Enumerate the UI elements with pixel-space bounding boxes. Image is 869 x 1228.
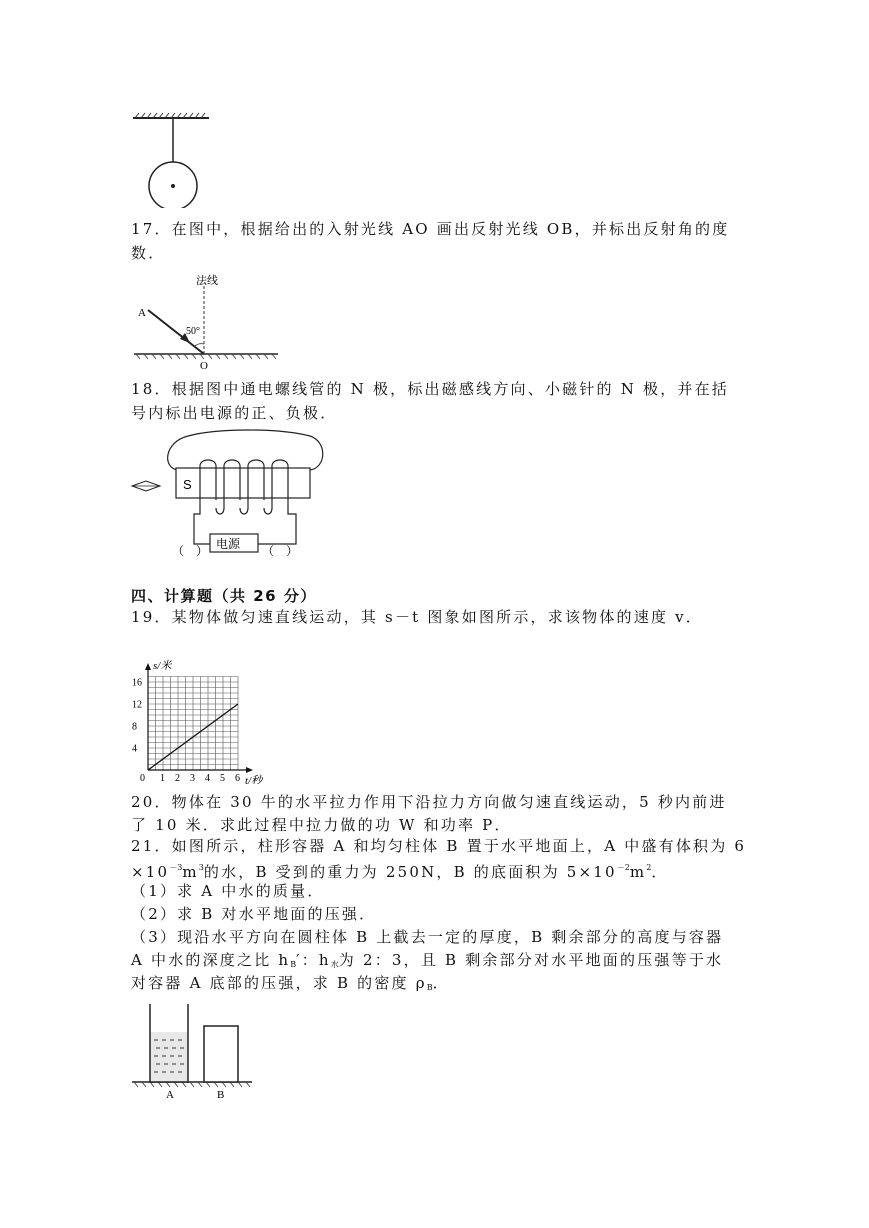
ball-center-dot <box>171 184 175 188</box>
solenoid-figure <box>128 422 328 562</box>
cylinder-b <box>204 1026 238 1082</box>
label-b: B <box>217 1089 225 1101</box>
label-a: A <box>166 1089 174 1101</box>
q21-sub3-line3: 对容器 A 底部的压强，求 B 的密度 $\rho_B$． <box>131 974 450 992</box>
x-axis-label: t/秒 <box>245 775 263 784</box>
q17-line1: 17．在图中，根据给出的入射光线 AO 画出反射光线 OB，并标出反射角的度 <box>131 220 730 238</box>
pendulum-figure <box>125 108 225 208</box>
q21-sub3-line2: A 中水的深度之比 $h_B'$：$h_水$为 2：3，且 B 剩余部分对水平地面的压强等于水 <box>131 951 724 969</box>
q18-line1: 18．根据图中通电螺线管的 N 极，标出磁感线方向、小磁针的 N 极，并在括 <box>131 380 730 398</box>
q21-sub3-line1: （3）现沿水平方向在圆柱体 B 上截去一定的厚度，B 剩余部分的高度与容器 <box>131 928 724 946</box>
q17-line2: 数． <box>131 244 166 262</box>
x-axis-arrow <box>246 767 253 773</box>
solenoid-pole-label: S <box>183 477 192 492</box>
solenoid-core <box>176 468 310 498</box>
x-tick-label: 5 <box>220 773 225 784</box>
q19-line1: 19．某物体做匀速直线运动，其 s－t 图象如图所示，求该物体的速度 v． <box>131 608 703 626</box>
y-tick-label: 4 <box>132 743 137 755</box>
left-terminal-bracket: （ ） <box>172 544 209 558</box>
section-title: 四、计算题（共 26 分） <box>131 587 317 605</box>
q21-sub1: （1）求 A 中水的质量． <box>131 882 325 900</box>
y-tick-label: 16 <box>132 677 142 689</box>
q18-line2: 号内标出电源的正、负极． <box>131 404 338 422</box>
x-tick-label: 1 <box>160 773 165 784</box>
y-axis-arrow <box>145 663 151 670</box>
container-figure <box>128 1000 258 1104</box>
x-tick-label: 4 <box>205 773 210 784</box>
q21-line2: $\times 10^{-3}m^3$的水，B 受到的重力为 250N，B 的底面积为 $5\times 10^{-2}m^2$． <box>131 863 669 881</box>
q21-sub2: （2）求 B 对水平地面的压强． <box>131 905 377 923</box>
q20-line1: 20．物体在 30 牛的水平拉力作用下沿拉力方向做匀速直线运动，5 秒内前进 <box>131 793 727 811</box>
reflection-figure <box>128 270 288 374</box>
y-axis-label: s/米 <box>153 660 172 672</box>
power-source-label: 电源 <box>216 537 241 551</box>
point-label-o: O <box>200 360 208 372</box>
q21-line1: 21．如图所示，柱形容器 A 和均匀柱体 B 置于水平地面上，A 中盛有体积为 6 <box>131 837 747 855</box>
field-line-loop <box>168 430 323 470</box>
q20-line2: 了 10 米．求此过程中拉力做的功 W 和功率 P． <box>131 816 512 834</box>
x-tick-label: 0 <box>140 773 145 784</box>
y-tick-label: 12 <box>132 699 142 711</box>
x-tick-label: 3 <box>190 773 195 784</box>
y-tick-label: 8 <box>132 721 137 733</box>
x-tick-label: 6 <box>235 773 240 784</box>
ray-label-a: A <box>138 307 146 319</box>
angle-label: 50° <box>186 326 200 337</box>
normal-label: 法线 <box>196 274 218 287</box>
s-t-chart <box>128 632 288 784</box>
left-wire <box>194 500 210 544</box>
right-terminal-bracket: （ ） <box>262 544 299 558</box>
x-tick-label: 2 <box>175 773 180 784</box>
